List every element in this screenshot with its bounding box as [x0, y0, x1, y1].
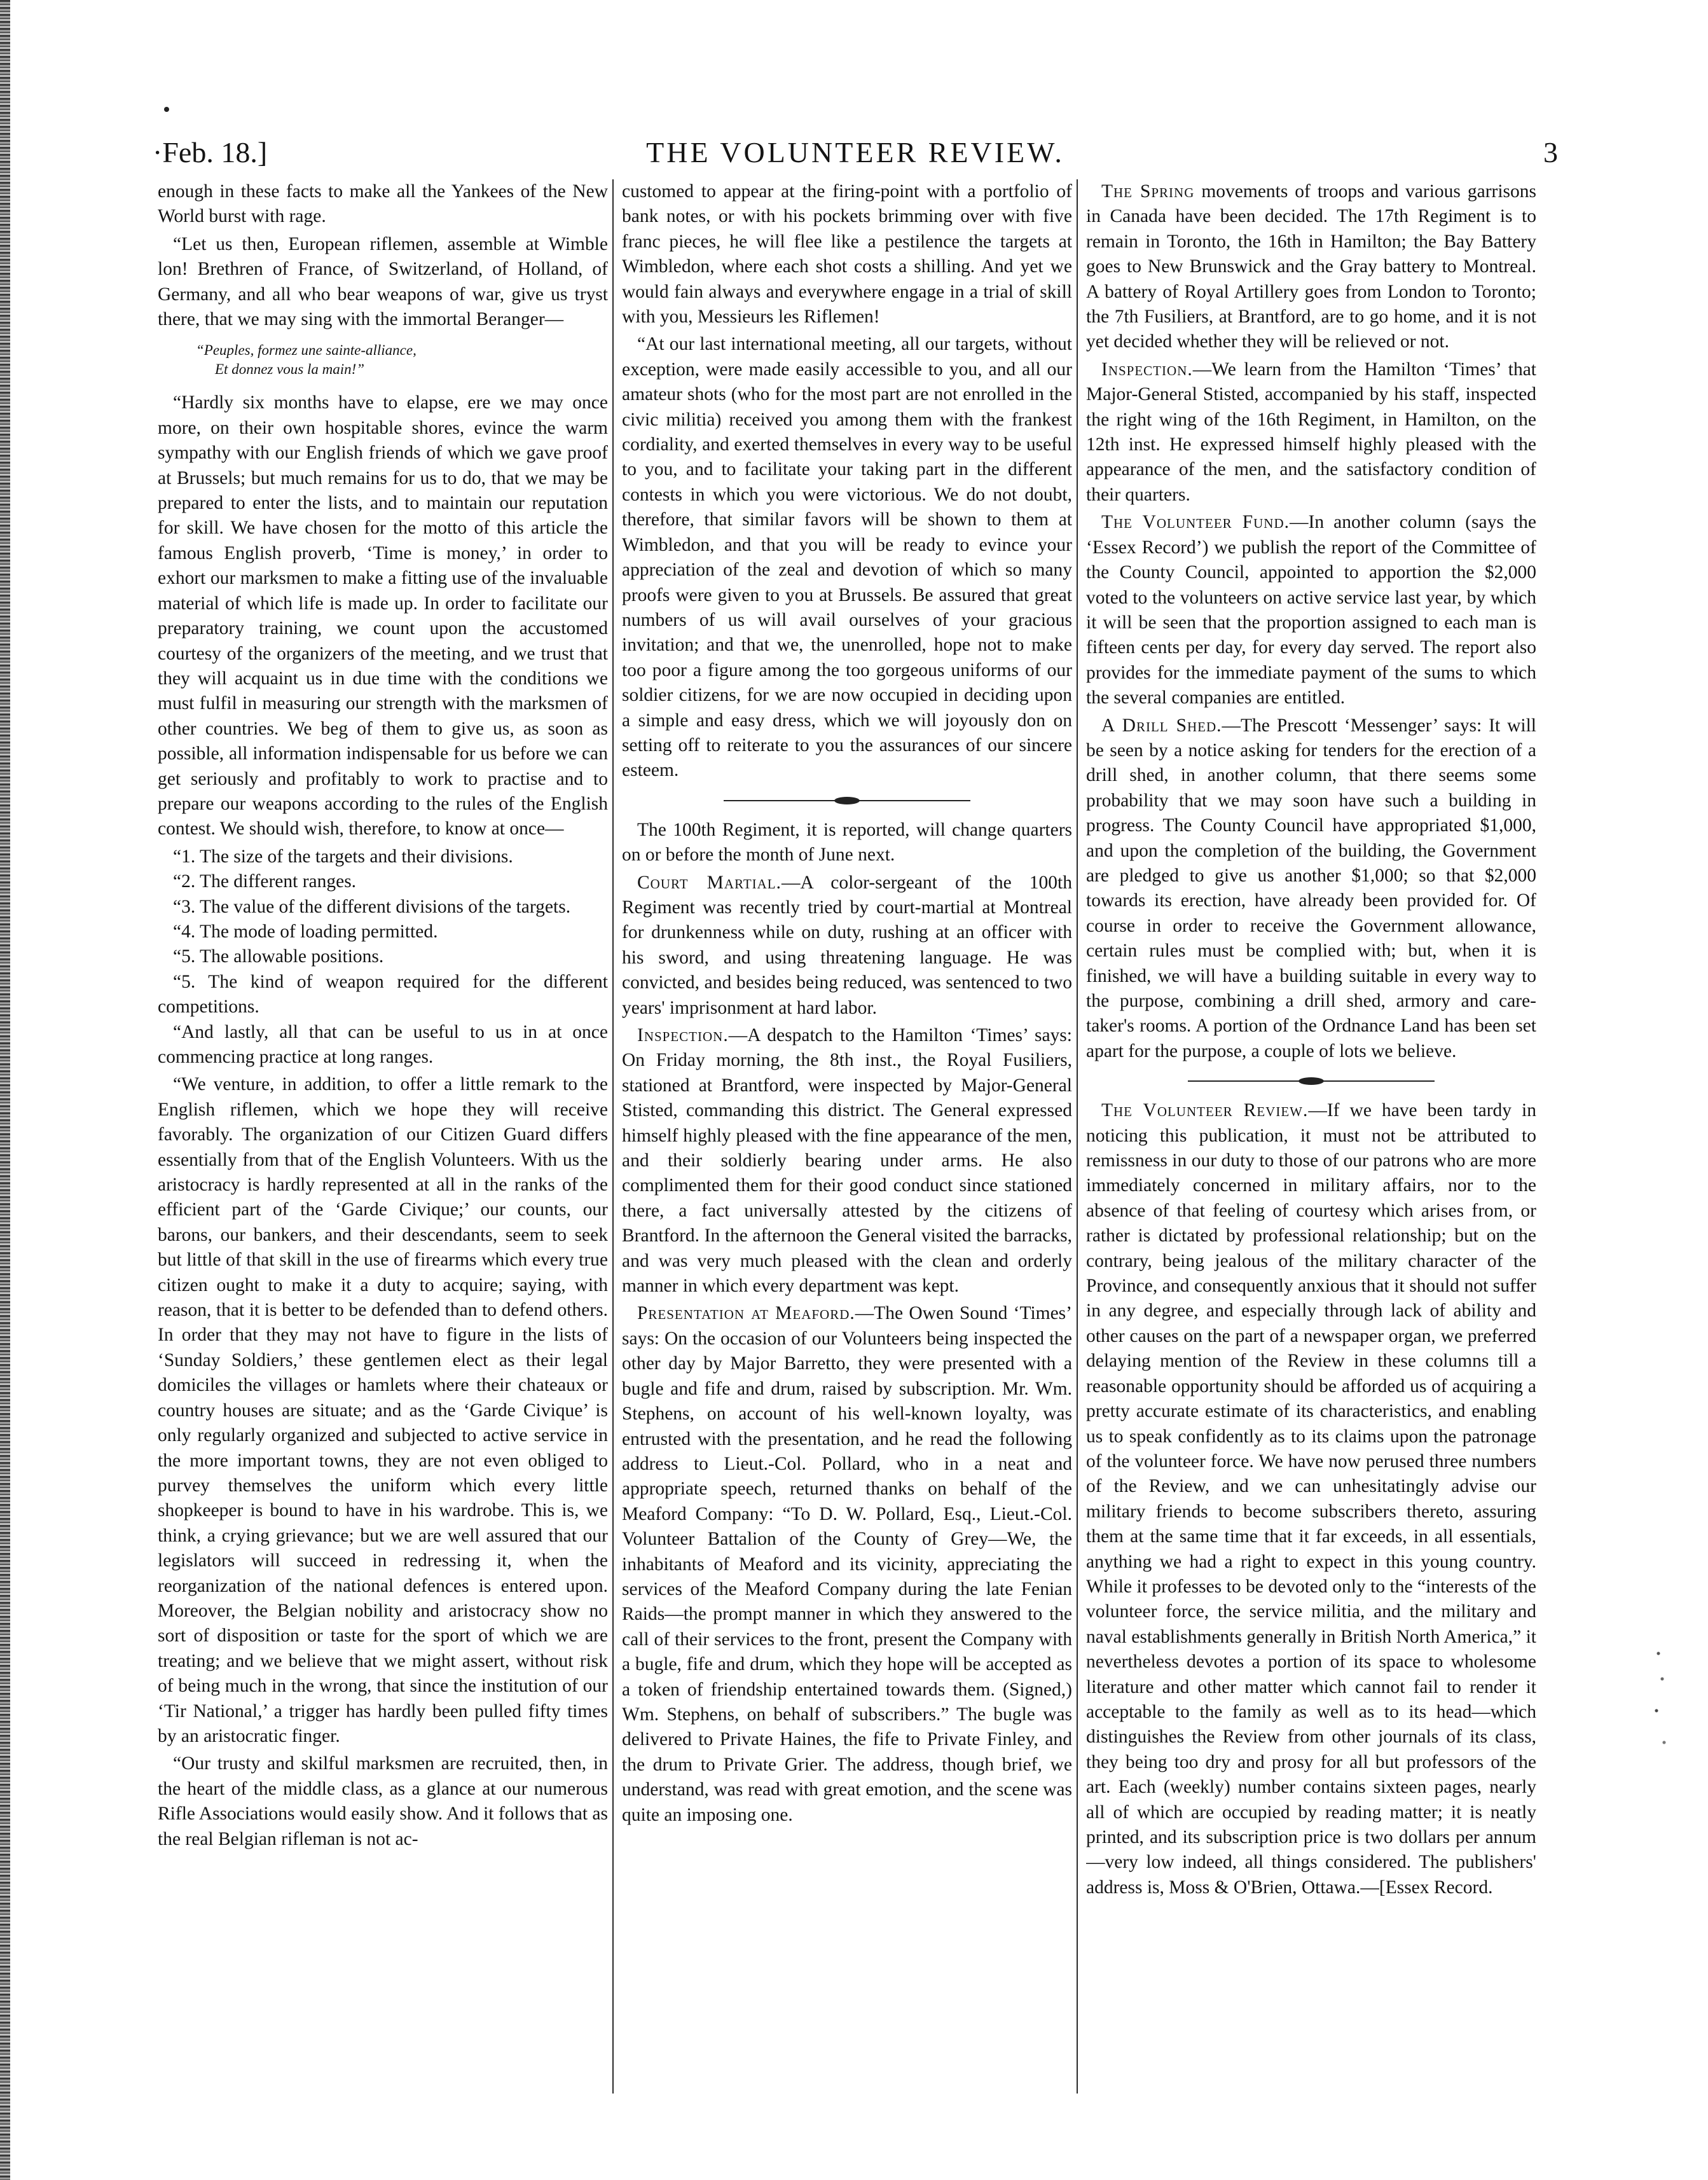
news-item [622, 871, 1072, 1021]
page-number: 3 [1543, 136, 1558, 169]
paragraph: enough in these facts to make all the Yankees of the New World burst with rage. [158, 181, 608, 227]
news-body: —In another column (says the ‘Essex Record’) we publish the report of the Committee of the County Council, appointed to apportion the $2,000 voted to the volunteers on active service last year, by which it will be seen that the proportion assigned to each man is fifteen cents per day, for every day served. The report also provides for the immediate payment of the sums to which the several companies are entitled. [1086, 512, 1536, 708]
news-body: —We learn from the Hamilton ‘Times’ that Major-General Stisted, accompanied by his staff, inspected the right wing of the 16th Regiment, in Hamilton, on the 12th inst. He expressed himself highly pleased with the appearance of the men, and the satisfactory condition of their quarters. [1086, 359, 1536, 505]
section-divider [1086, 1073, 1536, 1089]
verse-line: “Peuples, formez une sainte-alliance, [196, 342, 417, 359]
news-item [1086, 510, 1536, 710]
list-item: “4. The mode of loading permitted. [173, 921, 438, 942]
list-item: “3. The value of the different divisions of the targets. [173, 896, 571, 917]
column-rule [612, 179, 614, 2094]
publication-title: THE VOLUNTEER REVIEW. [646, 136, 1064, 169]
news-item [1086, 1098, 1536, 1900]
column-rule [1077, 179, 1078, 2094]
paragraph: “Hardly six months have to elapse, ere we may once more, on their own hospitable shores, evince the warm sympathy with our English friends of which we gave proof at Brussels; but much remains for us to do, that we may be prepared to enter the lists, and to maintain our reputation for skill. We have chosen for the motto of this article the famous English proverb, ‘Time is money,’ in order to exhort our marksmen to make a fitting use of the invaluable material of which life is made up. In order to facilitate our preparatory training, we count upon the accustomed courtesy of the organizers of the meeting, and we trust that they will acquaint us in due time with the conditions we must fulfil in measuring our strength with the marksmen of other countries. We beg of them to give us, as soon as possible, all information indispensable for us before we can get seriously and profitably to work to practise and to prepare our weapons according to the rules of the English contest. We should wish, therefore, to know at once— [158, 392, 608, 839]
news-body: —The Owen Sound ‘Times’ says: On the occasion of our Volunteers being inspected the other day by Major Barretto, they were presented with a bugle and fife and drum, raised by subscription. Mr. Wm. Stephens, on account of his well-known loyalty, was entrusted with the presentation, and he read the following address to Lieut.-Col. Pollard, who in a neat and appropriate speech, returned thanks on behalf of the Meaford Company: “To D. W. Pollard, Esq., Lieut.-Col. Volunteer Battalion of the County of Grey—We, the inhabitants of Meaford and its vicinity, appreciating the services of the Meaford Company during the late Fenian Raids—the prompt manner in which they answered to the call of their services to the front, present the Company with a bugle, fife and drum, which they hope will be accepted as a token of friendship entertained towards them. (Signed,) Wm. Stephens, on behalf of subscribers.” The bugle was delivered to Private Haines, the fife to Private Finley, and the drum to Private Grier. The address, though brief, we understand, was read with great emotion, and the scene was quite an imposing one. [622, 1303, 1072, 1825]
list-item: “1. The size of the targets and their divisions. [173, 846, 513, 867]
paragraph: “We venture, in addition, to offer a little remark to the English riflemen, which we hope they will receive favorably. The organization of our Citizen Guard differs essentially from that of the English Volunteers. With us the aristocracy is hardly represented at all in the ranks of the efficient part of the ‘Garde Civique;’ our counts, our barons, our bankers, and their descendants, seem to seek but little of that skill in the use of firearms which every true citizen ought to make it a duty to acquire; saying, with reason, that it is better to be defended than to defend others. In order that they may not have to figure in the lists of ‘Sunday Soldiers,’ these gentlemen elect as their legal domiciles the villages or hamlets where their chateaux or country houses are situate; and as the ‘Garde Civique’ is only regularly organized and subjected to active service in the more important towns, they are not even obliged to purvey themselves the uniform which every little shopkeeper is bound to have in his wardrobe. This is, we think, a crying grievance; but we are well assured that our legislators will succeed in redressing it, when the reorganization of the national defences is entered upon. Moreover, the Belgian nobility and aristocracy show no sort of disposition or taste for the sport of which we are treating; and we believe that we might assert, without risk of being much in the wrong, that since the institution of our ‘Tir National,’ a trigger has hardly been pulled fifty times by an aristocratic finger. [158, 1074, 608, 1746]
news-heading: The Spring [1101, 181, 1195, 202]
list-item: “5. The allowable positions. [173, 946, 384, 967]
paragraph: “Our trusty and skilful marksmen are recruited, then, in the heart of the middle class, as a glance at our numerous Rifle Associations would easily show. And it follows that as the real Belgian rifleman is not ac- [158, 1753, 608, 1849]
paragraph: customed to appear at the firing-point with a portfolio of bank notes, or with his pockets brimming over with five franc pieces, he will flee like a pestilence the targets at Wimbledon, where each shot costs a shilling. And yet we would fain always and everywhere engage in a trial of skill with you, Messieurs les Riflemen! [622, 181, 1072, 328]
paragraph: “At our last international meeting, all our targets, without exception, were made easily accessible to you, and all our amateur shots (who for the most part are not enrolled in the civic militia) received you among them with the frankest cordiality, and exerted themselves in every way to be useful to you, and to facilitate your taking part in the different contests in which you were victorious. We do not doubt, therefore, that similar favors will be shown to them at Wimbledon, and that you will be ready to evince your appreciation of the zeal and devotion of which so many proofs were given to you at Brussels. Be assured that great numbers of us will avail ourselves of your gracious invitation; and that we, the unenrolled, hope not to make too poor a figure among the too gorgeous uniforms of our soldier citizens, for we are now occupied in deciding upon a simple and easy dress, which we will joyously don on setting off to reiterate to you the assurances of our sincere esteem. [622, 334, 1072, 781]
issue-date: ·Feb. 18.] [153, 136, 268, 169]
news-heading: A Drill Shed. [1101, 715, 1222, 736]
paragraph: “And lastly, all that can be useful to us in at once commencing practice at long ranges. [158, 1021, 608, 1067]
news-body: —The Prescott ‘Messenger’ says: It will be seen by a notice asking for tenders for the erection of a drill shed, in another column, that there seems some probability that we may soon have such a building in progress. The County Council have appropriated $1,000, and upon the completion of the building, the Government are pledged to give us another $1,000; so that $2,000 towards its erection, have already been provided for. Of course in order to receive the Government allowance, certain rules must be complied with; but, when it is finished, we will have a building suitable in every way to the purpose, combining a drill shed, armory and care-taker's rooms. A portion of the Ordnance Land has been set apart for the purpose, a couple of lots we believe. [1086, 715, 1536, 1061]
news-body: —A despatch to the Hamilton ‘Times’ says: On Friday morning, the 8th inst., the Royal Fusiliers, stationed at Brantford, were inspected by Major-General Stisted, commanding this district. The General expressed himself highly pleased with the fine appearance of the men, and their soldierly bearing under arms. He also complimented them for their good conduct since stationed there, a fact universally attested by the citizens of Brantford. In the afternoon the General visited the barracks, and was very much pleased with the clean and orderly manner in which every department was kept. [622, 1025, 1072, 1297]
list-item: “5. The kind of weapon required for the different competitions. [158, 971, 608, 1018]
column-3 [1086, 179, 1536, 2100]
news-item [1086, 714, 1536, 1065]
list-item: “2. The different ranges. [173, 871, 357, 892]
news-heading: The Volunteer Fund. [1101, 512, 1290, 533]
verse-line: Et donnez vous la main!” [215, 361, 365, 378]
paragraph: “Let us then, European riflemen, assemble at Wimble lon! Brethren of France, of Switzerland, of Holland, of Germany, and all who bear weapons of war, give us tryst there, that we may sing with the immortal Beranger— [158, 233, 608, 330]
news-body: —A color-sergeant of the 100th Regiment was recently tried by court-martial at Montreal for drunkenness while on duty, rushing at an officer with his sword, and using threatening language. He was convicted, and besides being reduced, was sentenced to two years' imprisonment at hard labor. [622, 872, 1072, 1018]
news-heading: Court Martial. [637, 872, 782, 893]
news-item [622, 1301, 1072, 1828]
print-specks [1651, 1641, 1670, 1768]
news-body: movements of troops and various garrisons in Canada have been decided. The 17th Regiment is to remain in Toronto, the 16th in Hamilton; the Bay Battery goes to New Brunswick and the Gray battery to Montreal. A battery of Royal Artillery goes from London to Toronto; the 7th Fusiliers, at Brantford, are to go home, and it is not yet decided whether they will be relieved or not. [1086, 181, 1536, 352]
news-heading: Inspection. [637, 1025, 729, 1045]
column-2 [622, 179, 1072, 2100]
column-1 [158, 179, 608, 2100]
news-item [1086, 357, 1536, 507]
news-heading: The Volunteer Review. [1101, 1100, 1309, 1121]
numbered-list [158, 845, 608, 1020]
section-divider [622, 792, 1072, 809]
news-item [1086, 179, 1536, 355]
news-heading: Presentation at Meaford. [637, 1303, 855, 1324]
page-header [153, 130, 1558, 175]
news-item [622, 1023, 1072, 1299]
news-item: The 100th Regiment, it is reported, will change quarters on or before the month of June next. [622, 819, 1072, 866]
ink-dot [164, 107, 169, 112]
verse-quote [196, 341, 608, 379]
news-body: —If we have been tardy in noticing this publication, it must not be attributed to remissness in our duty to those of our patrons who are more immediately concerned in military affairs, nor to the absence of that feeling of courtesy which arises from, or rather is dictated by professional relationship; but on the contrary, being jealous of the military character of the Province, and consequently anxious that it should not suffer in any degree, and especially through lack of ability and other causes on the part of a newspaper organ, we preferred delaying mention of the Review in these columns till a reasonable opportunity should be afforded us of acquiring a pretty accurate estimate of its characteristics, and enabling us to speak confidently as to its claims upon the patronage of the volunteer force. We have now perused three numbers of the Review, and we can unhesitatingly advise our military friends to become subscribers thereto, assuring them at the same time that it far exceeds, in all essentials, anything we had a right to expect in this young country. While it professes to be devoted only to the “interests of the volunteer force, the service militia, and the military and naval establishments generally in British North America,” it nevertheless devotes a portion of its space to wholesome literature and other matter which cannot fail to render it acceptable to the family as well as to its head—which distinguishes the Review from other journals of its class, they being too dry and prosy for all but professors of the art. Each (weekly) number contains sixteen pages, nearly all of which are occupied by reading matter; it is neatly printed, and its subscription price is two dollars per annum—very low indeed, all things considered. The publishers' address is, Moss & O'Brien, Ottawa.—[Essex Record. [1086, 1100, 1536, 1898]
news-heading: Inspection. [1101, 359, 1193, 380]
binding-edge [0, 0, 10, 2180]
